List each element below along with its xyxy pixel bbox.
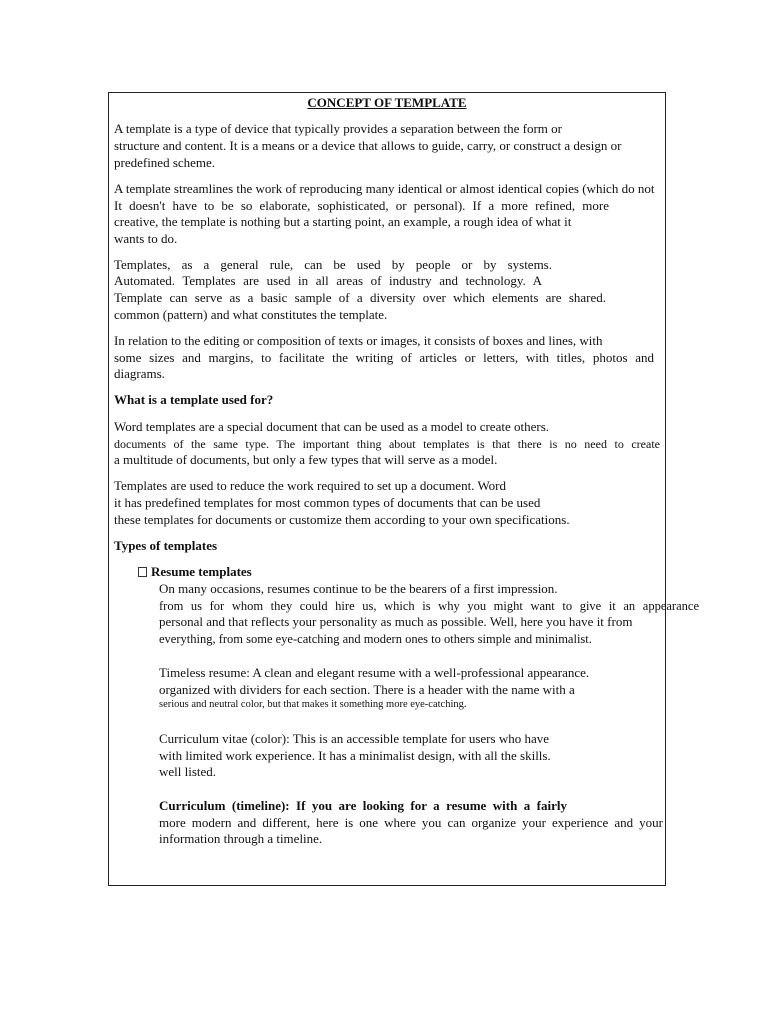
paragraph-4-line-3: diagrams. (114, 366, 165, 381)
paragraph-5-line-1: Word templates are a special document that can be used as a model to create others. (114, 419, 549, 434)
resume-para-3-line-3: well listed. (159, 764, 217, 779)
section-heading-used-for: What is a template used for? (114, 392, 274, 407)
paragraph-1-line-2: structure and content. It is a means or a device that allows to guide, carry, or construct a design or (114, 138, 622, 153)
paragraph-1-line-1: A template is a type of device that typically provides a separation between the form or (114, 121, 562, 136)
resume-para-2-line-1: Timeless resume: A clean and elegant resume with a well-professional appearance. (159, 665, 590, 680)
paragraph-5-line-3: a multitude of documents, but only a few types that will serve as a model. (114, 452, 498, 467)
paragraph-6-line-1: Templates are used to reduce the work required to set up a document. Word (114, 478, 507, 493)
resume-para-2-line-3: serious and neutral color, but that makes it something more eye-catching. (159, 699, 467, 710)
paragraph-2-line-4: wants to do. (114, 231, 178, 246)
paragraph-4-line-2: some sizes and margins, to facilitate the writing of articles or letters, with titles, photos and (114, 350, 654, 365)
resume-para-4-line-2: information through a timeline. (159, 831, 323, 846)
paragraph-2-line-3: creative, the template is nothing but a starting point, an example, a rough idea of what it (114, 214, 572, 229)
resume-para-4-heading: Curriculum (timeline): If you are looking for a resume with a fairly (159, 798, 567, 813)
paragraph-1-line-3: predefined scheme. (114, 155, 216, 170)
paragraph-3-line-2: Automated. Templates are used in all areas of industry and technology. A (114, 273, 542, 288)
paragraph-3-line-1: Templates, as a general rule, can be used by people or by systems. (114, 257, 552, 272)
resume-para-3-line-1: Curriculum vitae (color): This is an accessible template for users who have (159, 731, 549, 746)
paragraph-2-line-2: It doesn't have to be so elaborate, sophisticated, or personal). If a more refined, more (114, 198, 609, 213)
resume-templates-heading (138, 564, 252, 580)
resume-para-3-line-2: with limited work experience. It has a minimalist design, with all the skills. (159, 748, 551, 763)
paragraph-6-line-2: it has predefined templates for most common types of documents that can be used (114, 495, 541, 510)
resume-para-4-line-1: more modern and different, here is one where you can organize your experience and your (159, 815, 663, 830)
page-title: CONCEPT OF TEMPLATE (307, 95, 467, 110)
resume-para-1-line-1: On many occasions, resumes continue to be the bearers of a first impression. (159, 581, 558, 596)
resume-para-2-line-2: organized with dividers for each section. There is a header with the name with a (159, 682, 575, 697)
paragraph-5-line-2: documents of the same type. The important thing about templates is that there is no need to create (114, 437, 660, 451)
paragraph-2-line-1: A template streamlines the work of reproducing many identical or almost identical copies (which do not (114, 181, 655, 196)
resume-templates-label: Resume templates (151, 564, 252, 579)
resume-para-1-line-3: personal and that reflects your personality as much as possible. Well, here you have it from (159, 614, 633, 629)
paragraph-6-line-3: these templates for documents or customize them according to your own specifications. (114, 512, 570, 527)
resume-para-1-line-4: everything, from some eye-catching and modern ones to others simple and minimalist. (159, 632, 592, 646)
resume-para-1-line-2: from us for whom they could hire us, which is why you might want to give it an appearance (159, 599, 699, 613)
bullet-box-icon (138, 567, 147, 577)
paragraph-3-line-4: common (pattern) and what constitutes the template. (114, 307, 388, 322)
paragraph-3-line-3: Template can serve as a basic sample of a diversity over which elements are shared. (114, 290, 606, 305)
paragraph-4-line-1: In relation to the editing or composition of texts or images, it consists of boxes and lines, with (114, 333, 603, 348)
section-heading-types: Types of templates (114, 538, 218, 553)
